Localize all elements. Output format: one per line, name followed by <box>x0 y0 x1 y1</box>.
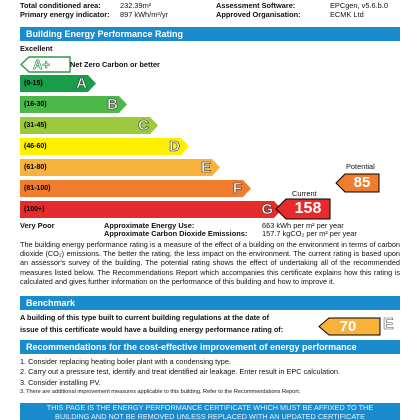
benchmark-header: Benchmark <box>20 296 400 310</box>
energy-use-label: Approximate Energy Use: <box>104 221 195 230</box>
rating-band-range: (46-60) <box>24 143 47 150</box>
rating-band-letter: D <box>169 138 180 155</box>
rating-band-range: (0-15) <box>24 80 43 87</box>
potential-value: 85 <box>353 174 371 191</box>
rating-band-f <box>20 180 252 197</box>
recommendation-item-3: 3. Consider installing PV. <box>20 378 101 387</box>
recommendation-item-2: 2. Carry out a pressure test, identify and treat identified air leakage. Enter result in EPC calculation. <box>20 367 341 376</box>
co2-label: Approximate Carbon Dioxide Emissions: <box>104 229 248 238</box>
aplus-letter: A+ <box>33 57 50 72</box>
rating-band-letter: E <box>200 159 211 176</box>
recommendations-header: Recommendations for the cost-effective improvement of energy performance <box>20 340 400 354</box>
summary-row-1 <box>20 1 400 10</box>
recommendation-item-1: 1. Consider replacing heating boiler plant with a condensing type. <box>20 357 231 366</box>
rating-band-letter: G <box>261 201 273 218</box>
rating-band-letter: C <box>138 117 149 134</box>
certificate-footer <box>20 403 400 420</box>
software-label: Assessment Software: <box>216 1 296 10</box>
rating-description: The building energy performance rating is a measure of the effect of a building on the environment in terms of carbon dioxide (CO₂) emissions. The better the rating, the less impact on the environment. The current rating is based upon an assessor's survey of the building. The potential rating shows the effect of undertaking all of the recommended measures listed below. The Recommendations Report which accompanies this certificate explains how this rating is calculated and gives further information on the performance of this building and how to improve it. <box>20 240 400 286</box>
rating-band-letter: F <box>232 180 242 197</box>
rating-band-c <box>20 117 159 134</box>
benchmark-value: 70 <box>339 318 357 335</box>
rating-band-b <box>20 96 128 113</box>
rating-band-shape <box>20 201 283 218</box>
rating-band-range: (100+) <box>24 206 45 213</box>
benchmark-line-1: A building of this type built to current building regulations at the date of <box>20 313 270 322</box>
summary-row-2 <box>20 10 400 19</box>
co2-value: 157.7 kgCO₂ per m² per year <box>262 229 357 238</box>
excellent-label: Excellent <box>20 44 53 53</box>
rating-band-letter: A <box>76 75 87 92</box>
summary-block <box>20 0 400 20</box>
net-zero-label: Net Zero Carbon or better <box>70 60 160 69</box>
rating-band-range: (81-100) <box>24 185 51 192</box>
total-area-value: 232.39m² <box>120 1 152 10</box>
rating-band-d <box>20 138 190 155</box>
rating-section-header: Building Energy Performance Rating <box>20 27 400 41</box>
current-value: 158 <box>294 200 322 217</box>
rating-band-a <box>20 75 97 92</box>
benchmark-letter: E <box>383 316 394 333</box>
rating-band-e <box>20 159 221 176</box>
rating-band-range: (16-30) <box>24 101 47 108</box>
footer-line-1: THIS PAGE IS THE ENERGY PERFORMANCE CERTIFICATE WHICH MUST BE AFFIXED TO THE <box>46 403 374 412</box>
rating-band-g <box>20 201 283 218</box>
energy-use-value: 663 kWh per m² per year <box>262 221 344 230</box>
rating-band-range: (31-45) <box>24 122 47 129</box>
rating-band-shape <box>20 159 221 176</box>
primary-energy-label: Primary energy indicator: <box>20 10 110 19</box>
benchmark-line-2: issue of this certificate would have a building energy performance rating of: <box>20 325 284 334</box>
rating-band-range: (61-80) <box>24 164 47 171</box>
total-area-label: Total conditioned area: <box>20 1 101 10</box>
current-label: Current <box>292 189 317 198</box>
potential-label: Potential <box>346 162 375 171</box>
footer-line-2: BUILDING AND NOT BE REMOVED UNLESS REPLACED WITH AN UPDATED CERTIFICATE <box>54 411 366 420</box>
rating-band-shape <box>20 180 252 197</box>
org-label: Approved Organisation: <box>216 10 301 19</box>
org-value: ECMK Ltd <box>330 10 364 19</box>
rating-band-letter: B <box>107 96 118 113</box>
very-poor-label: Very Poor <box>20 221 55 230</box>
recommendations-note: 3. There are additional improvement measures applicable to this building. Refer to the Recommendations Report. <box>20 389 301 395</box>
primary-energy-value: 897 kWh/m²/yr <box>120 10 169 19</box>
software-value: EPCgen, v5.6.b.0 <box>330 1 388 10</box>
